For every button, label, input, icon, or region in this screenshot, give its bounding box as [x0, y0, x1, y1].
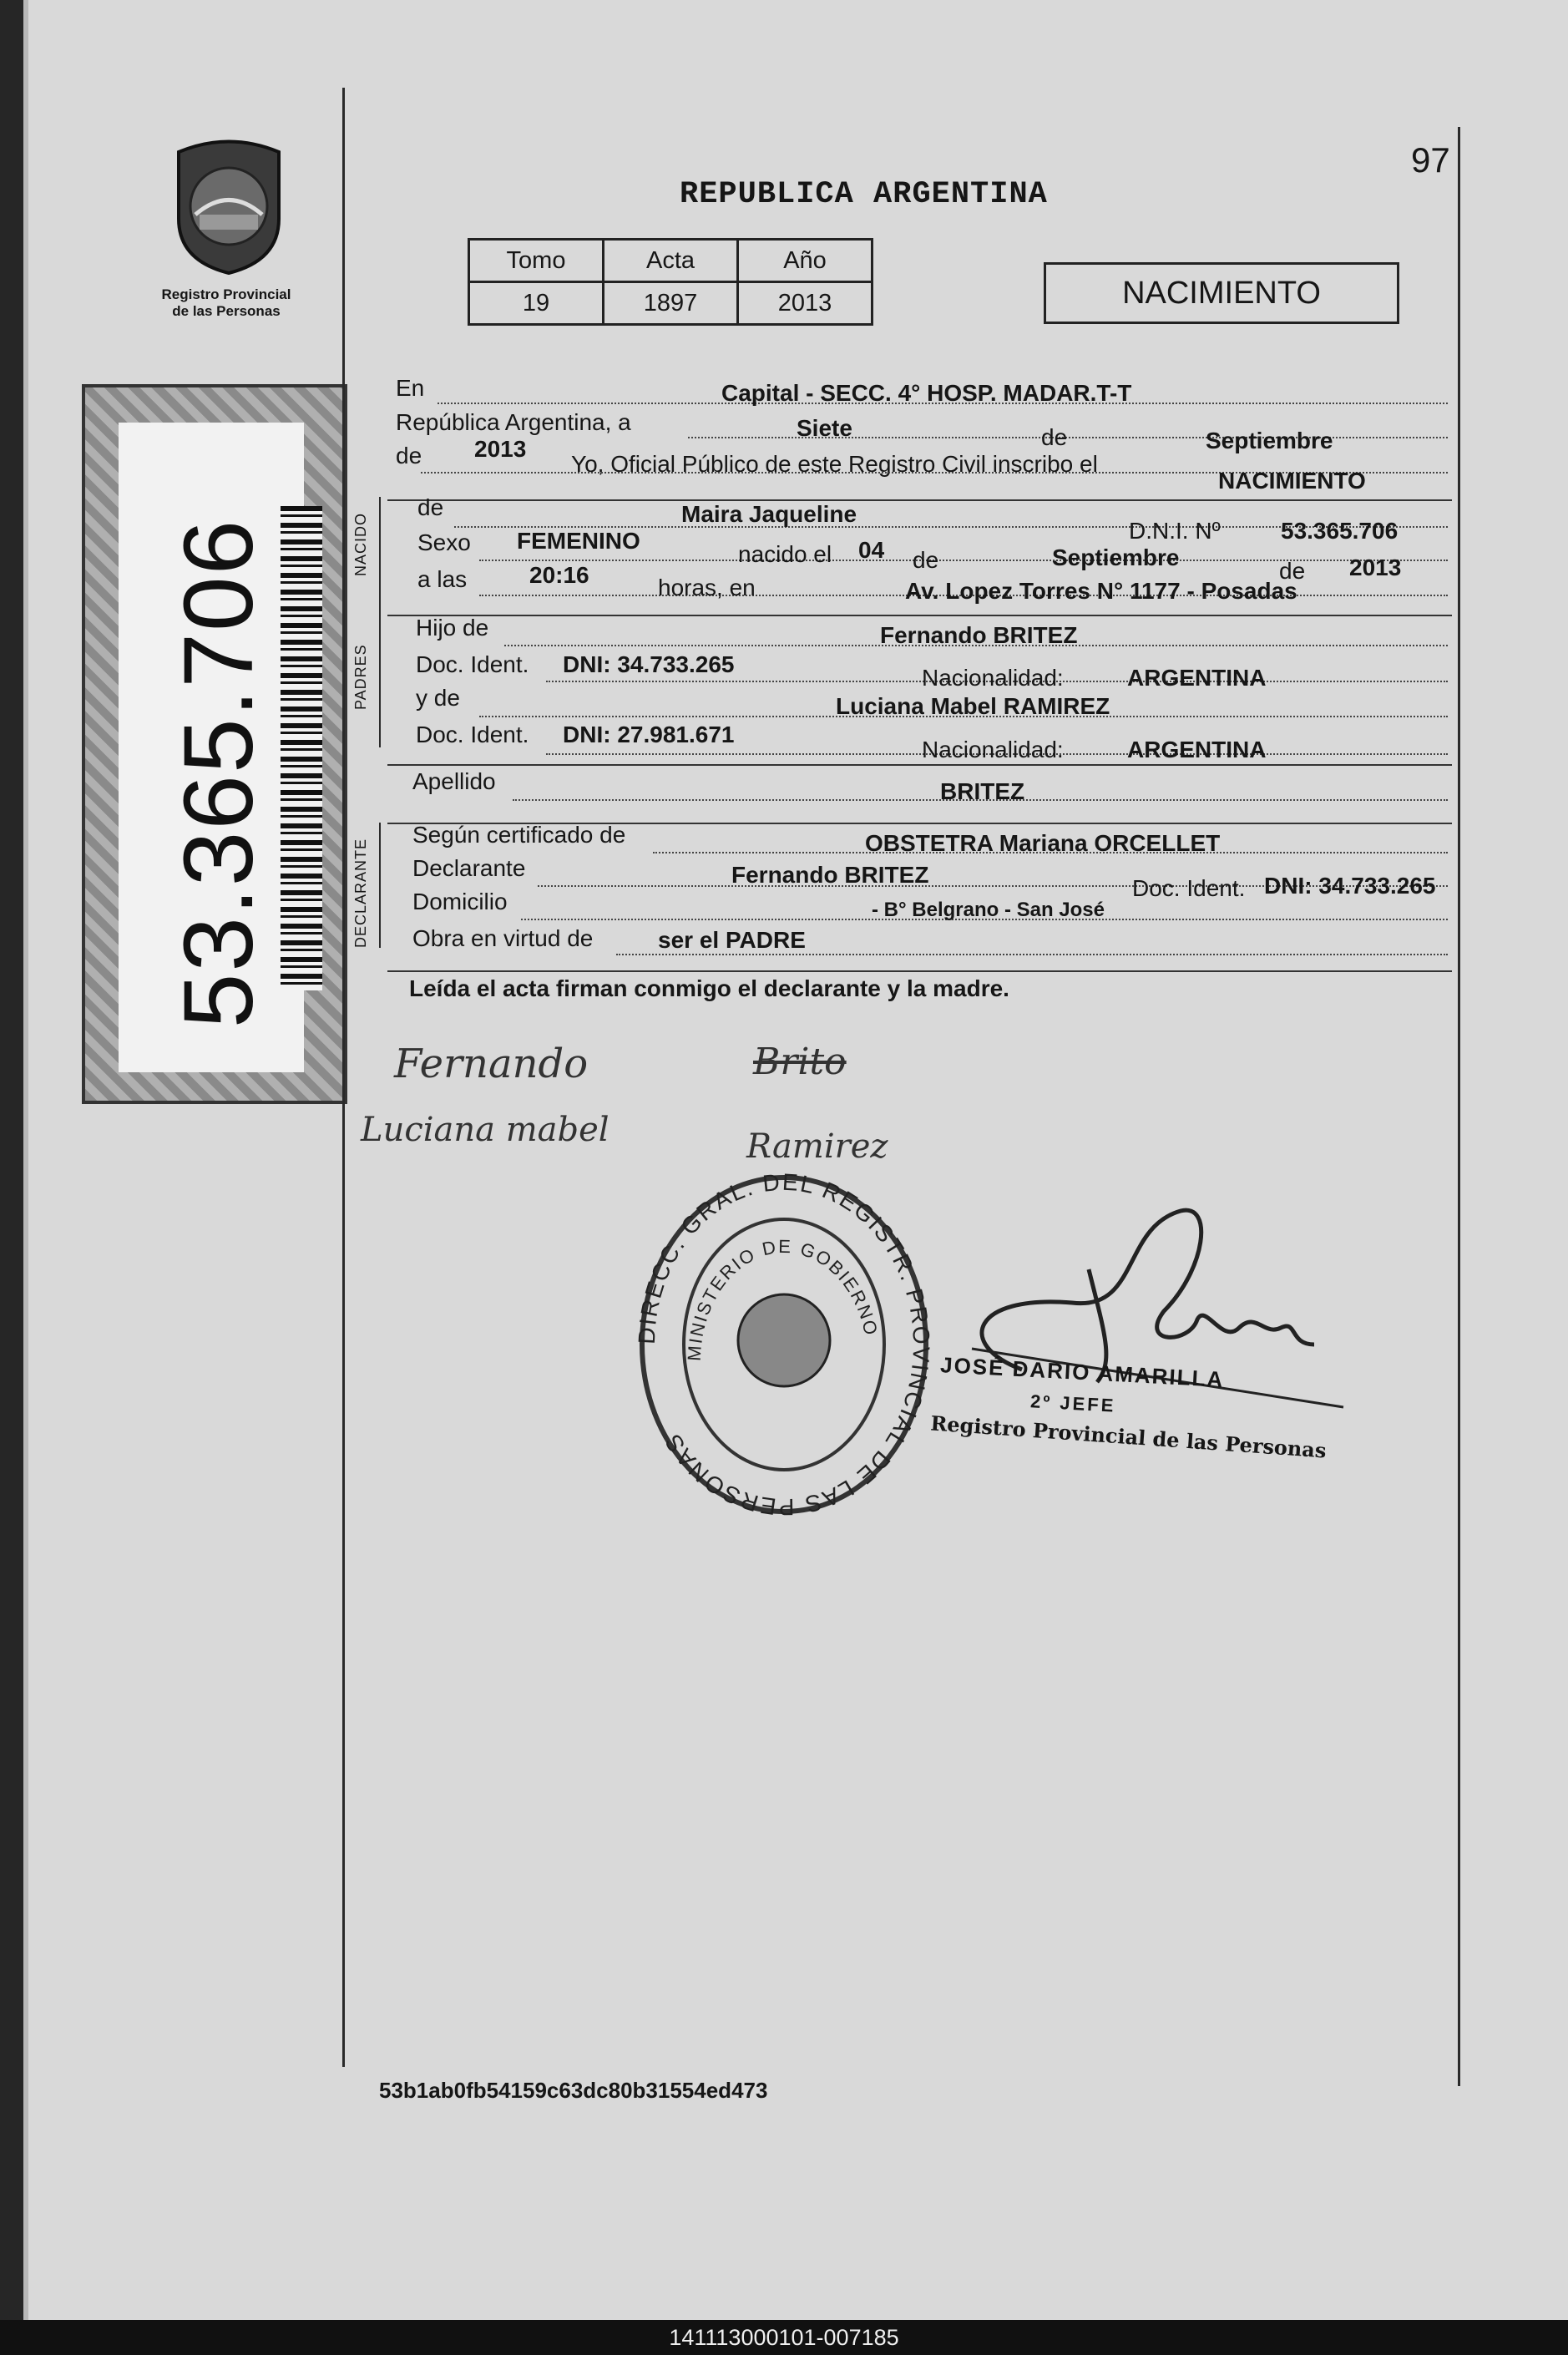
table-header: Tomo [469, 240, 604, 282]
document-hash: 53b1ab0fb54159c63dc80b31554ed473 [379, 2078, 768, 2103]
value-madre-nac: ARGENTINA [1127, 737, 1267, 762]
section-rule [387, 499, 1452, 501]
label-yo-oficial: Yo, Oficial Público de este Registro Civil inscribo el [571, 451, 1098, 477]
shield-emblem-icon [162, 135, 296, 277]
section-rule [387, 970, 1452, 972]
value-domicilio: - B° Belgrano - San José [872, 899, 1105, 921]
label-nacionalidad: Nacionalidad: [922, 665, 1064, 691]
logo-caption [132, 286, 321, 320]
record-table [468, 238, 873, 326]
value-dia-letra: Siete [797, 415, 852, 441]
id-sticker [82, 384, 347, 1104]
side-divider [379, 497, 381, 747]
province-logo [162, 135, 296, 277]
value-padre-nac: ARGENTINA [1127, 665, 1267, 691]
left-margin-line [342, 88, 345, 2067]
official-office: Registro Provincial de las Personas [929, 1410, 1328, 1463]
sticker-label [119, 423, 304, 1072]
value-sexo: FEMENINO [517, 528, 640, 554]
record-type-box: NACIMIENTO [1044, 262, 1399, 324]
table-header: Año [738, 240, 873, 282]
stamp-inner-text: MINISTERIO DE GOBIERNO [683, 1235, 883, 1362]
label-doc-ident-declarante: Doc. Ident. [1132, 875, 1246, 901]
value-inscribo: NACIMIENTO [1218, 468, 1366, 494]
page-title: REPUBLICA ARGENTINA [680, 177, 1048, 212]
page-edge [0, 0, 23, 2320]
value-certificado: OBSTETRA Mariana ORCELLET [865, 830, 1221, 856]
value-obra: ser el PADRE [658, 927, 806, 953]
label-nacido-el: nacido el [738, 541, 832, 567]
stamp-ring-text: DIRECC. GRAL. DEL REGISTR. PROVINCIAL DE LAS PERSONAS [633, 1169, 935, 1520]
label-de-anio: de [396, 443, 422, 468]
table-header: Acta [604, 240, 738, 282]
sticker-number: 53.365.706 [164, 518, 274, 1029]
value-lugar: Capital - SECC. 4° HOSP. MADAR.T-T [721, 380, 1132, 406]
table-cell: 1897 [604, 282, 738, 325]
signature-mother: Luciana mabel [361, 1111, 609, 1149]
side-divider [379, 823, 381, 948]
value-madre-doc: DNI: 27.981.671 [563, 722, 735, 747]
value-padre: Fernando BRITEZ [880, 622, 1078, 648]
barcode [281, 506, 322, 990]
label-sexo: Sexo [417, 529, 471, 555]
value-padre-doc: DNI: 34.733.265 [563, 651, 735, 677]
section-rule [387, 764, 1452, 766]
value-lugar-nac: Av. Lopez Torres N° 1177 - Posadas [905, 578, 1297, 604]
value-dia-nac: 04 [858, 537, 885, 563]
signature-mother-surname: Ramirez [746, 1127, 888, 1166]
label-y-de: y de [416, 685, 460, 711]
page-number: 97 [1411, 140, 1450, 180]
value-anio-acta: 2013 [474, 436, 527, 462]
logo-caption-line2: de las Personas [172, 303, 281, 319]
value-mes-nac: Septiembre [1052, 544, 1180, 570]
signature-father: Fernando [394, 1041, 589, 1087]
label-doc-ident-madre: Doc. Ident. [416, 722, 529, 747]
label-de-nombre: de [417, 494, 444, 520]
footer-id: 141113000101-007185 [0, 2320, 1568, 2355]
label-de2: de [913, 547, 939, 573]
right-margin-line [1458, 127, 1460, 2086]
value-declarante-doc: DNI: 34.733.265 [1264, 873, 1436, 899]
label-a-las: a las [417, 566, 468, 592]
value-mes: Septiembre [1206, 428, 1333, 453]
side-label-declarante: DECLARANTE [352, 838, 369, 948]
official-role: 2º JEFE [1029, 1390, 1117, 1416]
label-de3: de [1279, 558, 1306, 584]
label-obra: Obra en virtud de [412, 925, 594, 951]
table-cell: 19 [469, 282, 604, 325]
label-en: En [396, 375, 425, 401]
label-declarante: Declarante [412, 855, 526, 881]
label-republica: República Argentina, a [396, 409, 631, 435]
signature-father-surname: Brito [753, 1041, 847, 1083]
closing-statement: Leída el acta firman conmigo el declarante y la madre. [409, 975, 1009, 1001]
document-page [23, 0, 1568, 2320]
official-stamp [630, 1169, 938, 1520]
section-rule [387, 615, 1452, 616]
label-nacionalidad-madre: Nacionalidad: [922, 737, 1064, 762]
value-hora: 20:16 [529, 562, 589, 588]
value-nombre: Maira Jaqueline [681, 501, 857, 527]
label-apellido: Apellido [412, 768, 496, 794]
label-hijo-de: Hijo de [416, 615, 489, 641]
value-apellido: BRITEZ [940, 778, 1025, 804]
value-anio-nac: 2013 [1349, 555, 1402, 580]
table-cell: 2013 [738, 282, 873, 325]
value-madre: Luciana Mabel RAMIREZ [836, 693, 1110, 719]
label-doc-ident: Doc. Ident. [416, 651, 529, 677]
label-dni: D.N.I. Nº [1129, 518, 1221, 544]
value-dni: 53.365.706 [1281, 518, 1399, 544]
value-declarante: Fernando BRITEZ [731, 862, 929, 888]
side-label-nacido: NACIDO [352, 512, 369, 576]
label-de: de [1041, 424, 1068, 450]
official-name: JOSÉ DARIO AMARILLA [939, 1352, 1225, 1392]
label-horas-en: horas, en [658, 575, 756, 600]
side-label-padres: PADRES [352, 644, 369, 710]
logo-caption-line1: Registro Provincial [161, 286, 291, 302]
dotted-line [616, 954, 1448, 955]
coat-of-arms-icon [738, 1294, 830, 1386]
label-segun: Según certificado de [412, 822, 626, 848]
label-domicilio: Domicilio [412, 889, 508, 914]
